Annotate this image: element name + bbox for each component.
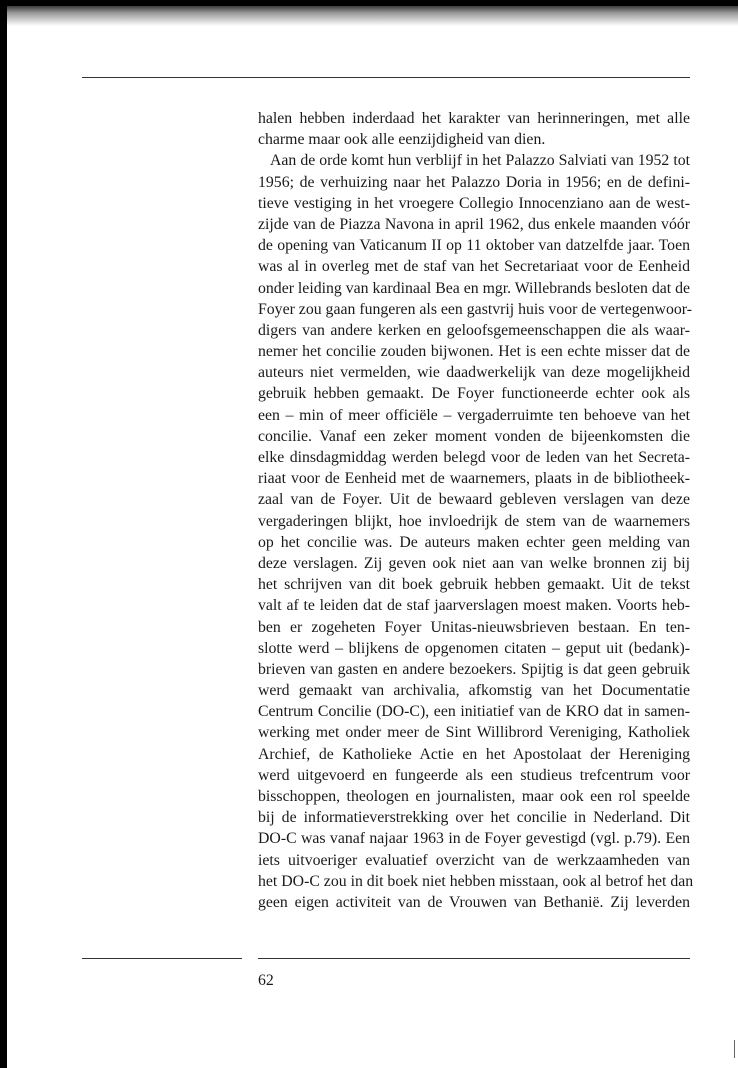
text-line: vergaderingen blijkt, hoe invloedrijk de stem van de waarnemers — [258, 512, 690, 530]
text-line: Foyer zou gaan fungeren als een gastvrij huis voor de vertegenwoor- — [258, 300, 692, 318]
text-line: 1956; de verhuizing naar het Palazzo Doria in 1956; en de defini- — [258, 173, 690, 191]
text-line: de opening van Vaticanum II op 11 oktober van datzelfde jaar. Toen — [258, 237, 690, 255]
text-line: het schrijven van dit boek gebruik hebben gemaakt. Uit de tekst — [258, 576, 690, 594]
text-line: charme maar ook alle eenzijdigheid van dien. — [258, 131, 546, 149]
text-line: nemer het concilie zouden bijwonen. Het is een echte misser dat de — [258, 343, 690, 361]
text-line: DO-C was vanaf najaar 1963 in de Foyer gevestigd (vgl. p.79). Een — [258, 830, 690, 848]
text-line: Centrum Concilie (DO-C), een initiatief van de KRO dat in samen- — [258, 703, 690, 721]
scan-shadow-top — [7, 6, 738, 26]
text-line: concilie. Vanaf een zeker moment vonden de bijeenkomsten die — [258, 427, 690, 445]
page-number: 62 — [258, 972, 274, 989]
text-line: slotte werd – blijkens de opgenomen citaten – geput uit (bedank)- — [258, 639, 690, 657]
text-line: werd uitgevoerd en fungeerde als een studieus trefcentrum voor — [258, 766, 690, 784]
footer-rule-right — [258, 958, 690, 959]
body-text — [258, 108, 694, 913]
text-line: het DO-C zou in dit boek niet hebben misstaan, ook al betrof het dan — [258, 872, 694, 890]
text-line: gebruik hebben gemaakt. De Foyer functioneerde echter ook als — [258, 385, 690, 403]
text-line: ben er zogeheten Foyer Unitas-nieuwsbrieven bestaan. En ten- — [258, 618, 690, 636]
text-line: iets uitvoeriger evaluatief overzicht van de werkzaamheden van — [258, 851, 690, 869]
text-line: tieve vestiging in het vroegere Collegio Innocenziano aan de west- — [258, 194, 690, 212]
text-line: op het concilie was. De auteurs maken echter geen melding van — [258, 533, 690, 551]
text-line: geen eigen activiteit van de Vrouwen van Bethanië. Zij leverden — [258, 893, 690, 911]
text-line: elke dinsdagmiddag werden belegd voor de leden van het Secreta- — [258, 449, 690, 466]
text-line: Archief, de Katholieke Actie en het Apostolaat der Hereniging — [258, 745, 690, 763]
scan-border-left — [0, 0, 7, 1068]
scan-mark-right — [734, 1040, 735, 1058]
text-line: bij de informatieverstrekking over het concilie in Nederland. Dit — [258, 809, 690, 827]
text-line: valt af te leiden dat de staf jaarverslagen moest maken. Voorts heb- — [258, 597, 690, 615]
text-line: zijde van de Piazza Navona in april 1962, dus enkele maanden vóór — [258, 215, 690, 233]
text-line: halen hebben inderdaad het karakter van herinneringen, met alle — [258, 110, 690, 127]
text-line: Aan de orde komt hun verblijf in het Palazzo Salviati van 1952 tot — [270, 152, 690, 170]
footer-rule-left — [82, 958, 242, 959]
text-line: onder leiding van kardinaal Bea en mgr. Willebrands besloten dat de — [258, 279, 691, 297]
text-line: brieven van gasten en andere bezoekers. Spijtig is dat geen gebruik — [258, 660, 690, 678]
header-rule — [82, 77, 690, 78]
text-line: werking met onder meer de Sint Willibrord Vereniging, Katholiek — [258, 724, 690, 742]
text-line: riaat voor de Eenheid met de waarnemers, plaats in de bibliotheek- — [258, 470, 690, 488]
text-line: bisschoppen, theologen en journalisten, maar ook een rol speelde — [258, 788, 690, 805]
text-line: deze verslagen. Zij geven ook niet aan van welke bronnen zij bij — [258, 554, 690, 572]
text-line: digers van andere kerken en geloofsgemeenschappen die als waar- — [258, 321, 690, 339]
text-line: auteurs niet vermelden, wie daadwerkelijk van deze mogelijkheid — [258, 364, 690, 382]
text-line: zaal van de Foyer. Uit de bewaard gebleven verslagen van deze — [258, 491, 690, 509]
text-line: werd gemaakt van archivalia, afkomstig van het Documentatie — [258, 682, 690, 700]
text-line: was al in overleg met de staf van het Secretariaat voor de Eenheid — [258, 258, 690, 276]
text-line: een – min of meer officiële – vergaderruimte ten behoeve van het — [258, 406, 690, 424]
